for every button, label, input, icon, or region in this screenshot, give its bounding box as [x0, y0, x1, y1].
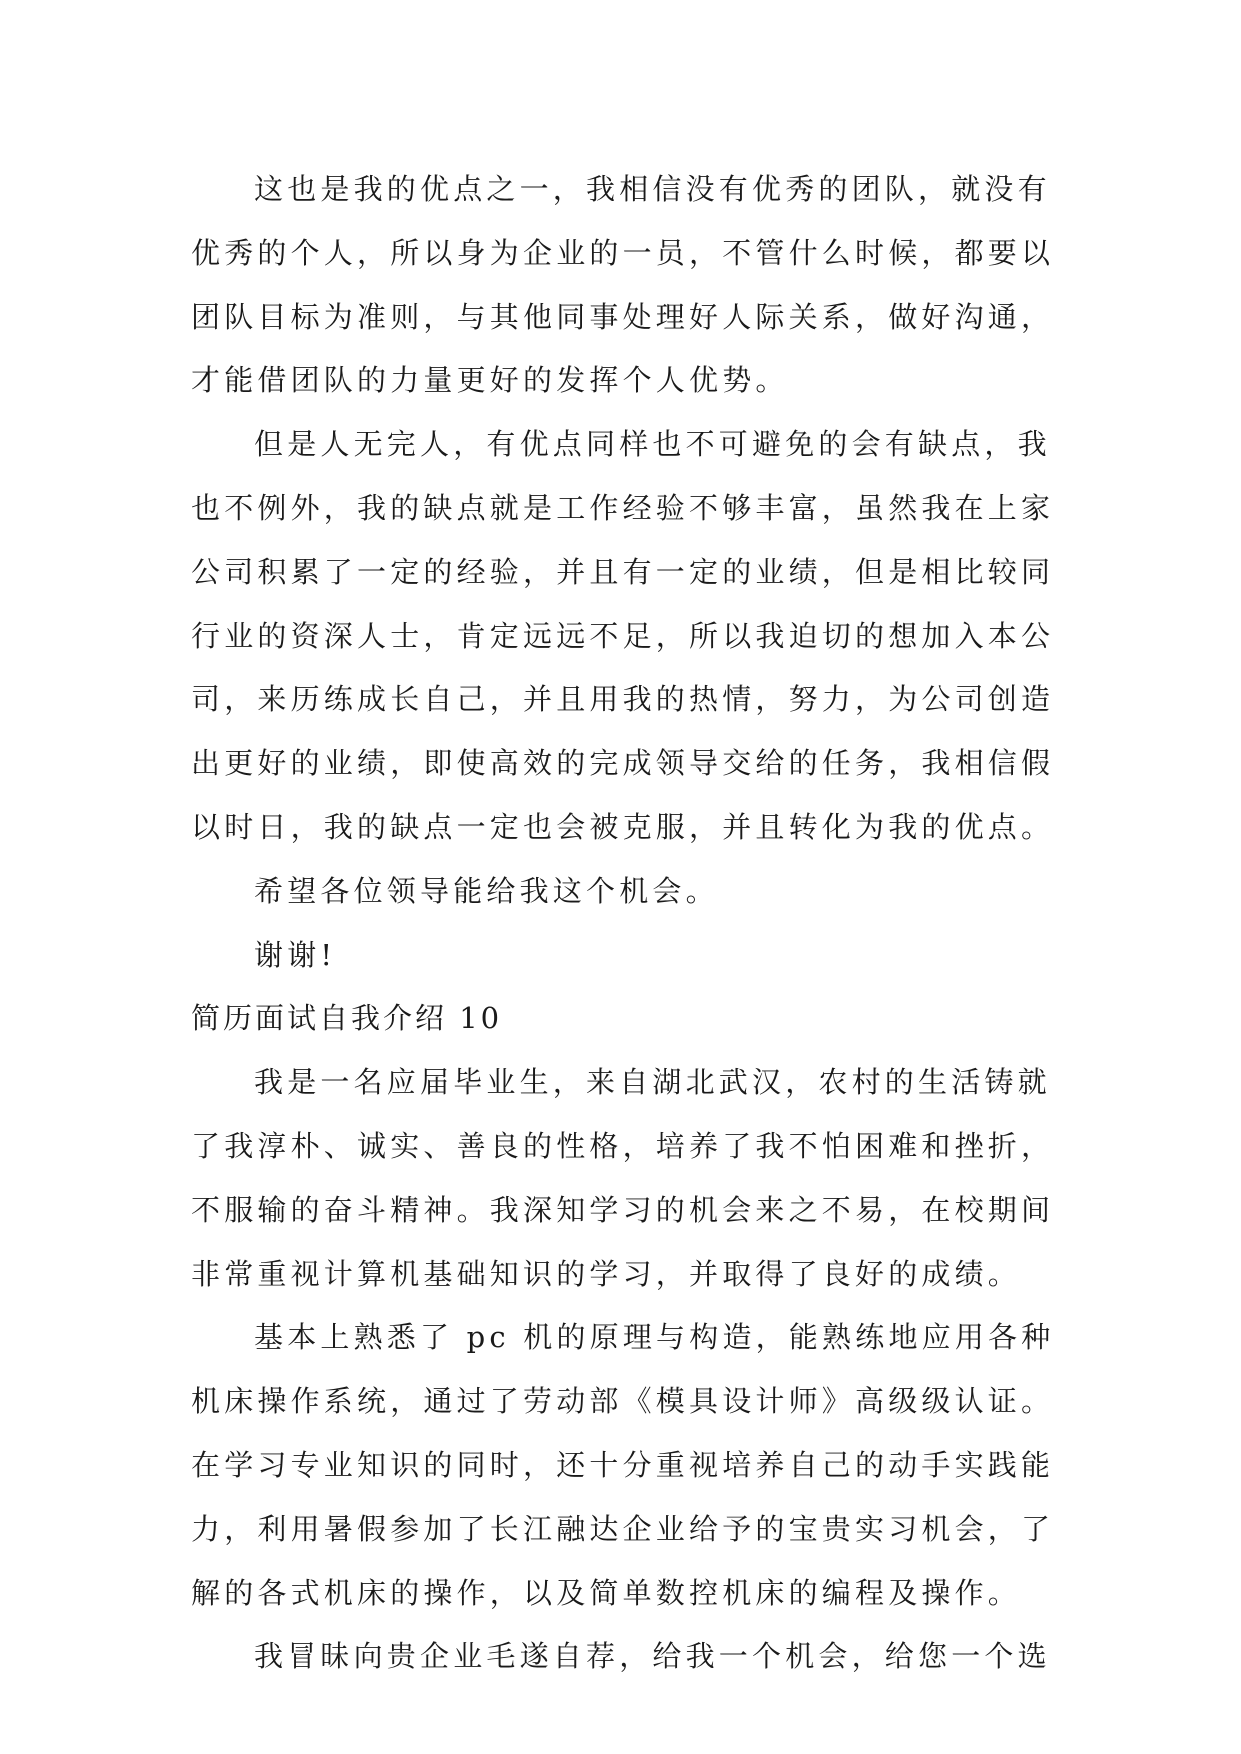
- paragraph-2-line-5: 司，来历练成长自己，并且用我的热情，努力，为公司创造: [191, 682, 1055, 717]
- paragraph-2-line-1: 但是人无完人，有优点同样也不可避免的会有缺点，我: [254, 427, 1051, 462]
- paragraph-3-line-1: 希望各位领导能给我这个机会。: [254, 873, 719, 908]
- paragraph-6-line-4: 力，利用暑假参加了长江融达企业给予的宝贵实习机会，了: [191, 1511, 1055, 1546]
- paragraph-1-line-1: 这也是我的优点之一，我相信没有优秀的团队，就没有: [254, 172, 1051, 206]
- paragraph-2-line-4: 行业的资深人士，肯定远远不足，所以我迫切的想加入本公: [191, 618, 1055, 653]
- paragraph-1-line-4: 才能借团队的力量更好的发挥个人优势。: [191, 363, 789, 398]
- paragraph-5-line-4: 非常重视计算机基础知识的学习，并取得了良好的成绩。: [191, 1256, 1022, 1291]
- paragraph-1-line-3: 团队目标为准则，与其他同事处理好人际关系，做好沟通，: [191, 299, 1055, 334]
- paragraph-2-line-3: 公司积累了一定的经验，并且有一定的业绩，但是相比较同: [191, 554, 1055, 589]
- paragraph-4-line-1: 谢谢!: [254, 937, 337, 972]
- section-heading: 简历面试自我介绍 10: [191, 1001, 503, 1036]
- paragraph-6-line-1: 基本上熟悉了 pc 机的原理与构造，能熟练地应用各种: [254, 1320, 1055, 1355]
- paragraph-7-line-1: 我冒昧向贵企业毛遂自荐，给我一个机会，给您一个选: [254, 1639, 1051, 1674]
- paragraph-6-line-5: 解的各式机床的操作，以及简单数控机床的编程及操作。: [191, 1575, 1022, 1610]
- paragraph-6-line-2: 机床操作系统，通过了劳动部《模具设计师》高级级认证。: [191, 1384, 1055, 1419]
- paragraph-6-line-3: 在学习专业知识的同时，还十分重视培养自己的动手实践能: [191, 1447, 1055, 1482]
- paragraph-1-line-2: 优秀的个人，所以身为企业的一员，不管什么时候，都要以: [191, 235, 1055, 270]
- paragraph-2-line-2: 也不例外，我的缺点就是工作经验不够丰富，虽然我在上家: [191, 490, 1055, 525]
- document-body: [191, 158, 1071, 1689]
- paragraph-2-line-7: 以时日，我的缺点一定也会被克服，并且转化为我的优点。: [191, 809, 1055, 844]
- paragraph-5-line-3: 不服输的奋斗精神。我深知学习的机会来之不易，在校期间: [191, 1192, 1055, 1227]
- paragraph-2-line-6: 出更好的业绩，即使高效的完成领导交给的任务，我相信假: [191, 746, 1055, 781]
- paragraph-5-line-2: 了我淳朴、诚实、善良的性格，培养了我不怕困难和挫折，: [191, 1128, 1055, 1163]
- paragraph-5-line-1: 我是一名应届毕业生，来自湖北武汉，农村的生活铸就: [254, 1065, 1051, 1100]
